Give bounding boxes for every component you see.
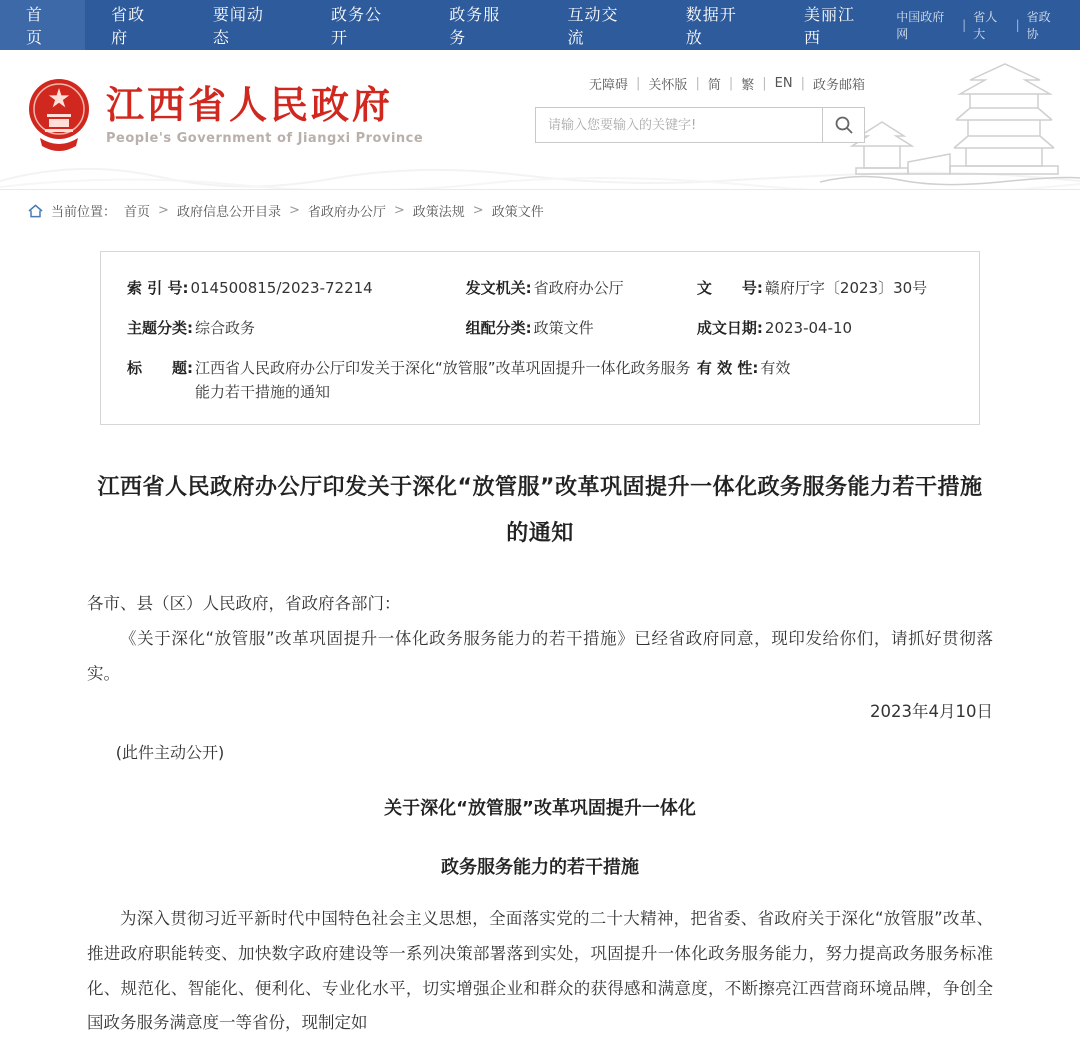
breadcrumb-separator: > — [158, 203, 169, 218]
doc-date-value: 2023-04-10 — [764, 319, 853, 337]
doc-title-label: 标 题: — [127, 359, 193, 377]
doc-group-label: 组配分类: — [465, 319, 532, 337]
nav-item-home[interactable]: 首页 — [0, 0, 85, 50]
article-paragraph-1: 《关于深化“放管服”改革巩固提升一体化政务服务能力的若干措施》已经省政府同意，现印发给你们，请抓好贯彻落实。 — [87, 629, 993, 683]
article-title: 江西省人民政府办公厅印发关于深化“放管服”改革巩固提升一体化政务服务能力若干措施的通知 — [97, 475, 983, 547]
doc-issuer-value: 省政府办公厅 — [533, 279, 624, 297]
document-info-grid — [127, 276, 953, 404]
breadcrumb-home[interactable]: 首页 — [124, 205, 151, 220]
header-right-column — [535, 74, 865, 143]
utility-link-simplified[interactable]: 简 — [707, 78, 721, 93]
nav-item-open-data[interactable]: 数据开放 — [685, 5, 737, 47]
breadcrumb-separator: > — [288, 203, 300, 218]
article-paragraph-2: 为深入贯彻习近平新时代中国特色社会主义思想，全面落实党的二十大精神，把省委、省政府关于深化“放管服”改革、推进政府职能转变、加快数字政府建设等一系列决策部署落到实处，巩固提升一体化政务服务能力，努力提高政务服务标准化、规范化、智能化、便利化、专业化水平，切实增强企业和群众的获得感和满意度，不断擦亮江西营商环境品牌，争创全国政务服务满意度一等省份，现制定如 — [87, 909, 993, 1033]
utility-separator: | — [636, 76, 641, 91]
link-china-gov[interactable]: 中国政府网 — [896, 10, 945, 41]
nav-item-beautiful-jiangxi[interactable]: 美丽江西 — [803, 5, 855, 47]
doc-topic-value: 综合政务 — [195, 319, 256, 337]
utility-link-care-version[interactable]: 关怀版 — [648, 78, 688, 93]
doc-date-label: 成文日期: — [696, 319, 763, 337]
site-name: 江西省人民政府 — [106, 82, 394, 127]
doc-number-label: 文 号: — [696, 279, 763, 297]
home-icon — [28, 204, 43, 218]
article-body — [87, 465, 993, 1041]
doc-group-value: 政策文件 — [533, 319, 594, 337]
breadcrumb-disclosure-catalog[interactable]: 政府信息公开目录 — [176, 205, 281, 220]
utility-link-traditional[interactable]: 繁 — [741, 78, 755, 93]
nav-item-news[interactable]: 要闻动态 — [212, 5, 264, 47]
breadcrumb-separator: > — [393, 203, 405, 218]
breadcrumb-policy-documents[interactable]: 政策文件 — [491, 205, 544, 220]
site-header — [0, 50, 1080, 190]
nav-item-interaction[interactable]: 互动交流 — [567, 5, 619, 47]
doc-issuer-label: 发文机关: — [465, 279, 532, 297]
doc-group-category — [466, 316, 697, 340]
site-name-english: People's Government of Jiangxi Province — [106, 131, 424, 147]
site-logo-group[interactable] — [26, 76, 423, 154]
nav-items — [0, 0, 896, 50]
doc-validity — [697, 356, 953, 404]
doc-validity-label: 有 效 性: — [696, 359, 759, 377]
doc-index-label: 索 引 号: — [127, 279, 189, 297]
search-icon — [834, 115, 854, 135]
breadcrumb-policies-regulations[interactable]: 政策法规 — [412, 205, 465, 220]
link-provincial-cppcc[interactable]: 省政协 — [1026, 10, 1051, 41]
top-navigation-bar — [0, 0, 1080, 50]
document-info-box — [100, 251, 980, 425]
utility-separator: | — [800, 76, 805, 91]
nav-item-gov-disclosure[interactable]: 政务公开 — [331, 5, 383, 47]
search-button[interactable] — [822, 108, 864, 142]
nav-item-gov-services[interactable]: 政务服务 — [449, 5, 501, 47]
breadcrumb — [0, 190, 1080, 231]
article-subtitle-line2: 政务服务能力的若干措施 — [441, 856, 639, 878]
doc-file-number — [697, 276, 953, 300]
utility-link-accessibility[interactable]: 无障碍 — [589, 78, 629, 93]
article-date: 2023年4月10日 — [870, 702, 993, 722]
utility-separator: | — [695, 76, 700, 91]
doc-index-value: 014500815/2023-72214 — [190, 279, 373, 297]
doc-title — [127, 356, 697, 404]
site-title-block — [106, 84, 423, 147]
doc-written-date — [697, 316, 953, 340]
utility-link-english[interactable]: EN — [774, 76, 793, 91]
doc-topic-category — [127, 316, 466, 340]
article-salutation: 各市、县（区）人民政府，省政府各部门： — [87, 594, 401, 614]
doc-index-number — [127, 276, 466, 300]
gov-links — [896, 0, 1080, 50]
doc-number-value: 赣府厅字〔2023〕30号 — [764, 279, 928, 297]
utility-separator: | — [762, 76, 767, 91]
search-bar — [535, 107, 865, 143]
utility-links — [535, 74, 865, 93]
breadcrumb-general-office[interactable]: 省政府办公厅 — [307, 205, 386, 220]
doc-validity-value: 有效 — [760, 359, 791, 377]
doc-title-value: 江西省人民政府办公厅印发关于深化“放管服”改革巩固提升一体化政务服务能力若干措施的通知 — [195, 359, 691, 401]
gov-links-separator: | — [962, 18, 967, 32]
doc-topic-label: 主题分类: — [127, 319, 193, 337]
link-provincial-peoples-congress[interactable]: 省人大 — [973, 10, 998, 41]
utility-separator: | — [728, 76, 734, 91]
national-emblem-logo — [26, 76, 92, 154]
article-disclosure-note: (此件主动公开) — [115, 742, 225, 762]
nav-item-provincial-government[interactable]: 省政府 — [111, 5, 146, 47]
gov-links-separator: | — [1015, 18, 1020, 32]
doc-issuing-agency — [466, 276, 697, 300]
search-input[interactable] — [536, 108, 822, 142]
breadcrumb-separator: > — [472, 203, 484, 218]
breadcrumb-label: 当前位置： — [51, 205, 117, 220]
utility-link-gov-mail[interactable]: 政务邮箱 — [812, 78, 865, 93]
article-subtitle-line1: 关于深化“放管服”改革巩固提升一体化 — [384, 797, 696, 819]
